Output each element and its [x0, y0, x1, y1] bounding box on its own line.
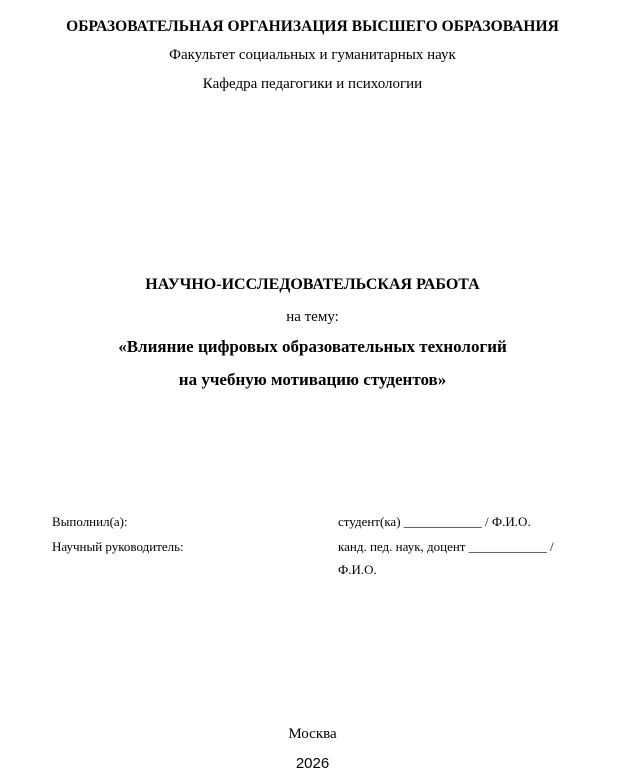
organization-name: ОБРАЗОВАТЕЛЬНАЯ ОРГАНИЗАЦИЯ ВЫСШЕГО ОБРАЗОВАНИЯ — [66, 18, 559, 35]
topic-title-line-1: «Влияние цифровых образовательных технологий — [118, 337, 507, 356]
author-value: студент(ка) ____________ / Ф.И.О. — [338, 514, 531, 529]
work-type-heading: НАУЧНО-ИССЛЕДОВАТЕЛЬСКАЯ РАБОТА — [145, 276, 480, 293]
topic-label: на тему: — [286, 309, 339, 325]
supervisor-label: Научный руководитель: — [52, 539, 184, 554]
author-label: Выполнил(а): — [52, 514, 128, 529]
city: Москва — [288, 726, 337, 742]
department-name: Кафедра педагогики и психологии — [202, 76, 423, 92]
year: 2026 — [295, 755, 330, 772]
supervisor-value-line-1: канд. пед. наук, доцент ____________ / — [338, 539, 554, 554]
supervisor-value-line-2: Ф.И.О. — [338, 562, 377, 577]
faculty-name: Факультет социальных и гуманитарных наук — [169, 47, 456, 63]
topic-title-line-2: на учебную мотивацию студентов» — [178, 370, 447, 389]
